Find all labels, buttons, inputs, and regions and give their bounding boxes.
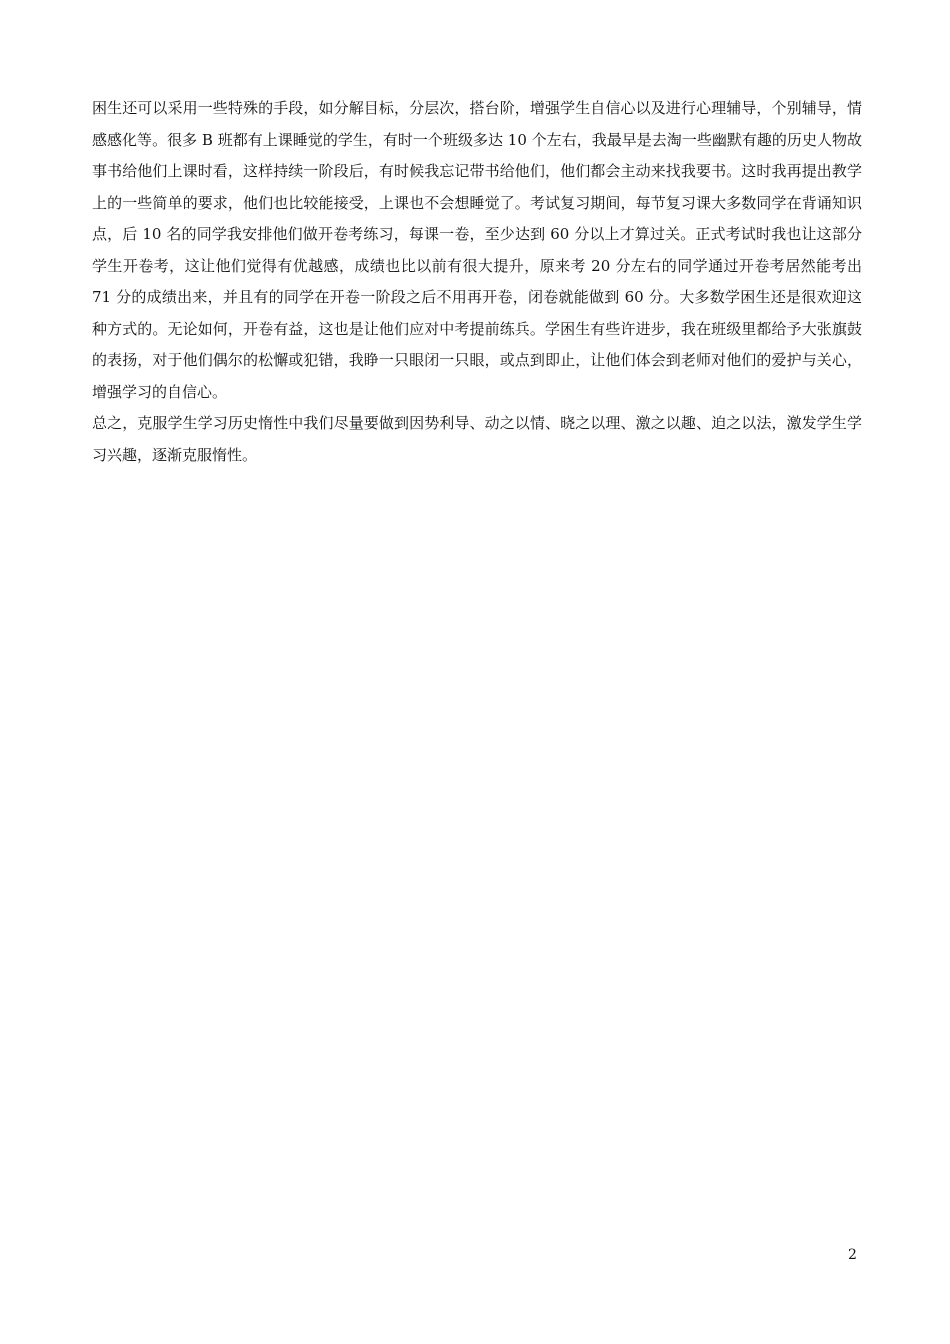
paragraph-2: 总之，克服学生学习历史惰性中我们尽量要做到因势利导、动之以情、晓之以理、激之以趣、迫之以法，激发学生学习兴趣，逐渐克服惰性。 bbox=[92, 414, 862, 464]
body-text bbox=[92, 93, 862, 471]
page-number: 2 bbox=[848, 1247, 857, 1263]
paragraph-1: 困生还可以采用一些特殊的手段，如分解目标，分层次，搭台阶，增强学生自信心以及进行心理辅导，个别辅导，情感感化等。很多 B 班都有上课睡觉的学生，有时一个班级多达 10 个左右，我最早是去淘一些幽默有趣的历史人物故事书给他们上课时看，这样持续一阶段后，有时候我忘记带书给他们，他们都会主动来找我要书。这时我再提出教学上的一些简单的要求，他们也比较能接受，上课也不会想睡觉了。考试复习期间，每节复习课大多数同学在背诵知识点，后 10 名的同学我安排他们做开卷考练习，每课一卷，至少达到 60 分以上才算过关。正式考试时我也让这部分学生开卷考，这让他们觉得有优越感，成绩也比以前有很大提升，原来考 20 分左右的同学通过开卷考居然能考出 71 分的成绩出来，并且有的同学在开卷一阶段之后不用再开卷，闭卷就能做到 60 分。大多数学困生还是很欢迎这种方式的。无论如何，开卷有益，这也是让他们应对中考提前练兵。学困生有些许进步，我在班级里都给予大张旗鼓的表扬，对于他们偶尔的松懈或犯错，我睁一只眼闭一只眼，或点到即止，让他们体会到老师对他们的爱护与关心，增强学习的自信心。 bbox=[92, 99, 862, 401]
